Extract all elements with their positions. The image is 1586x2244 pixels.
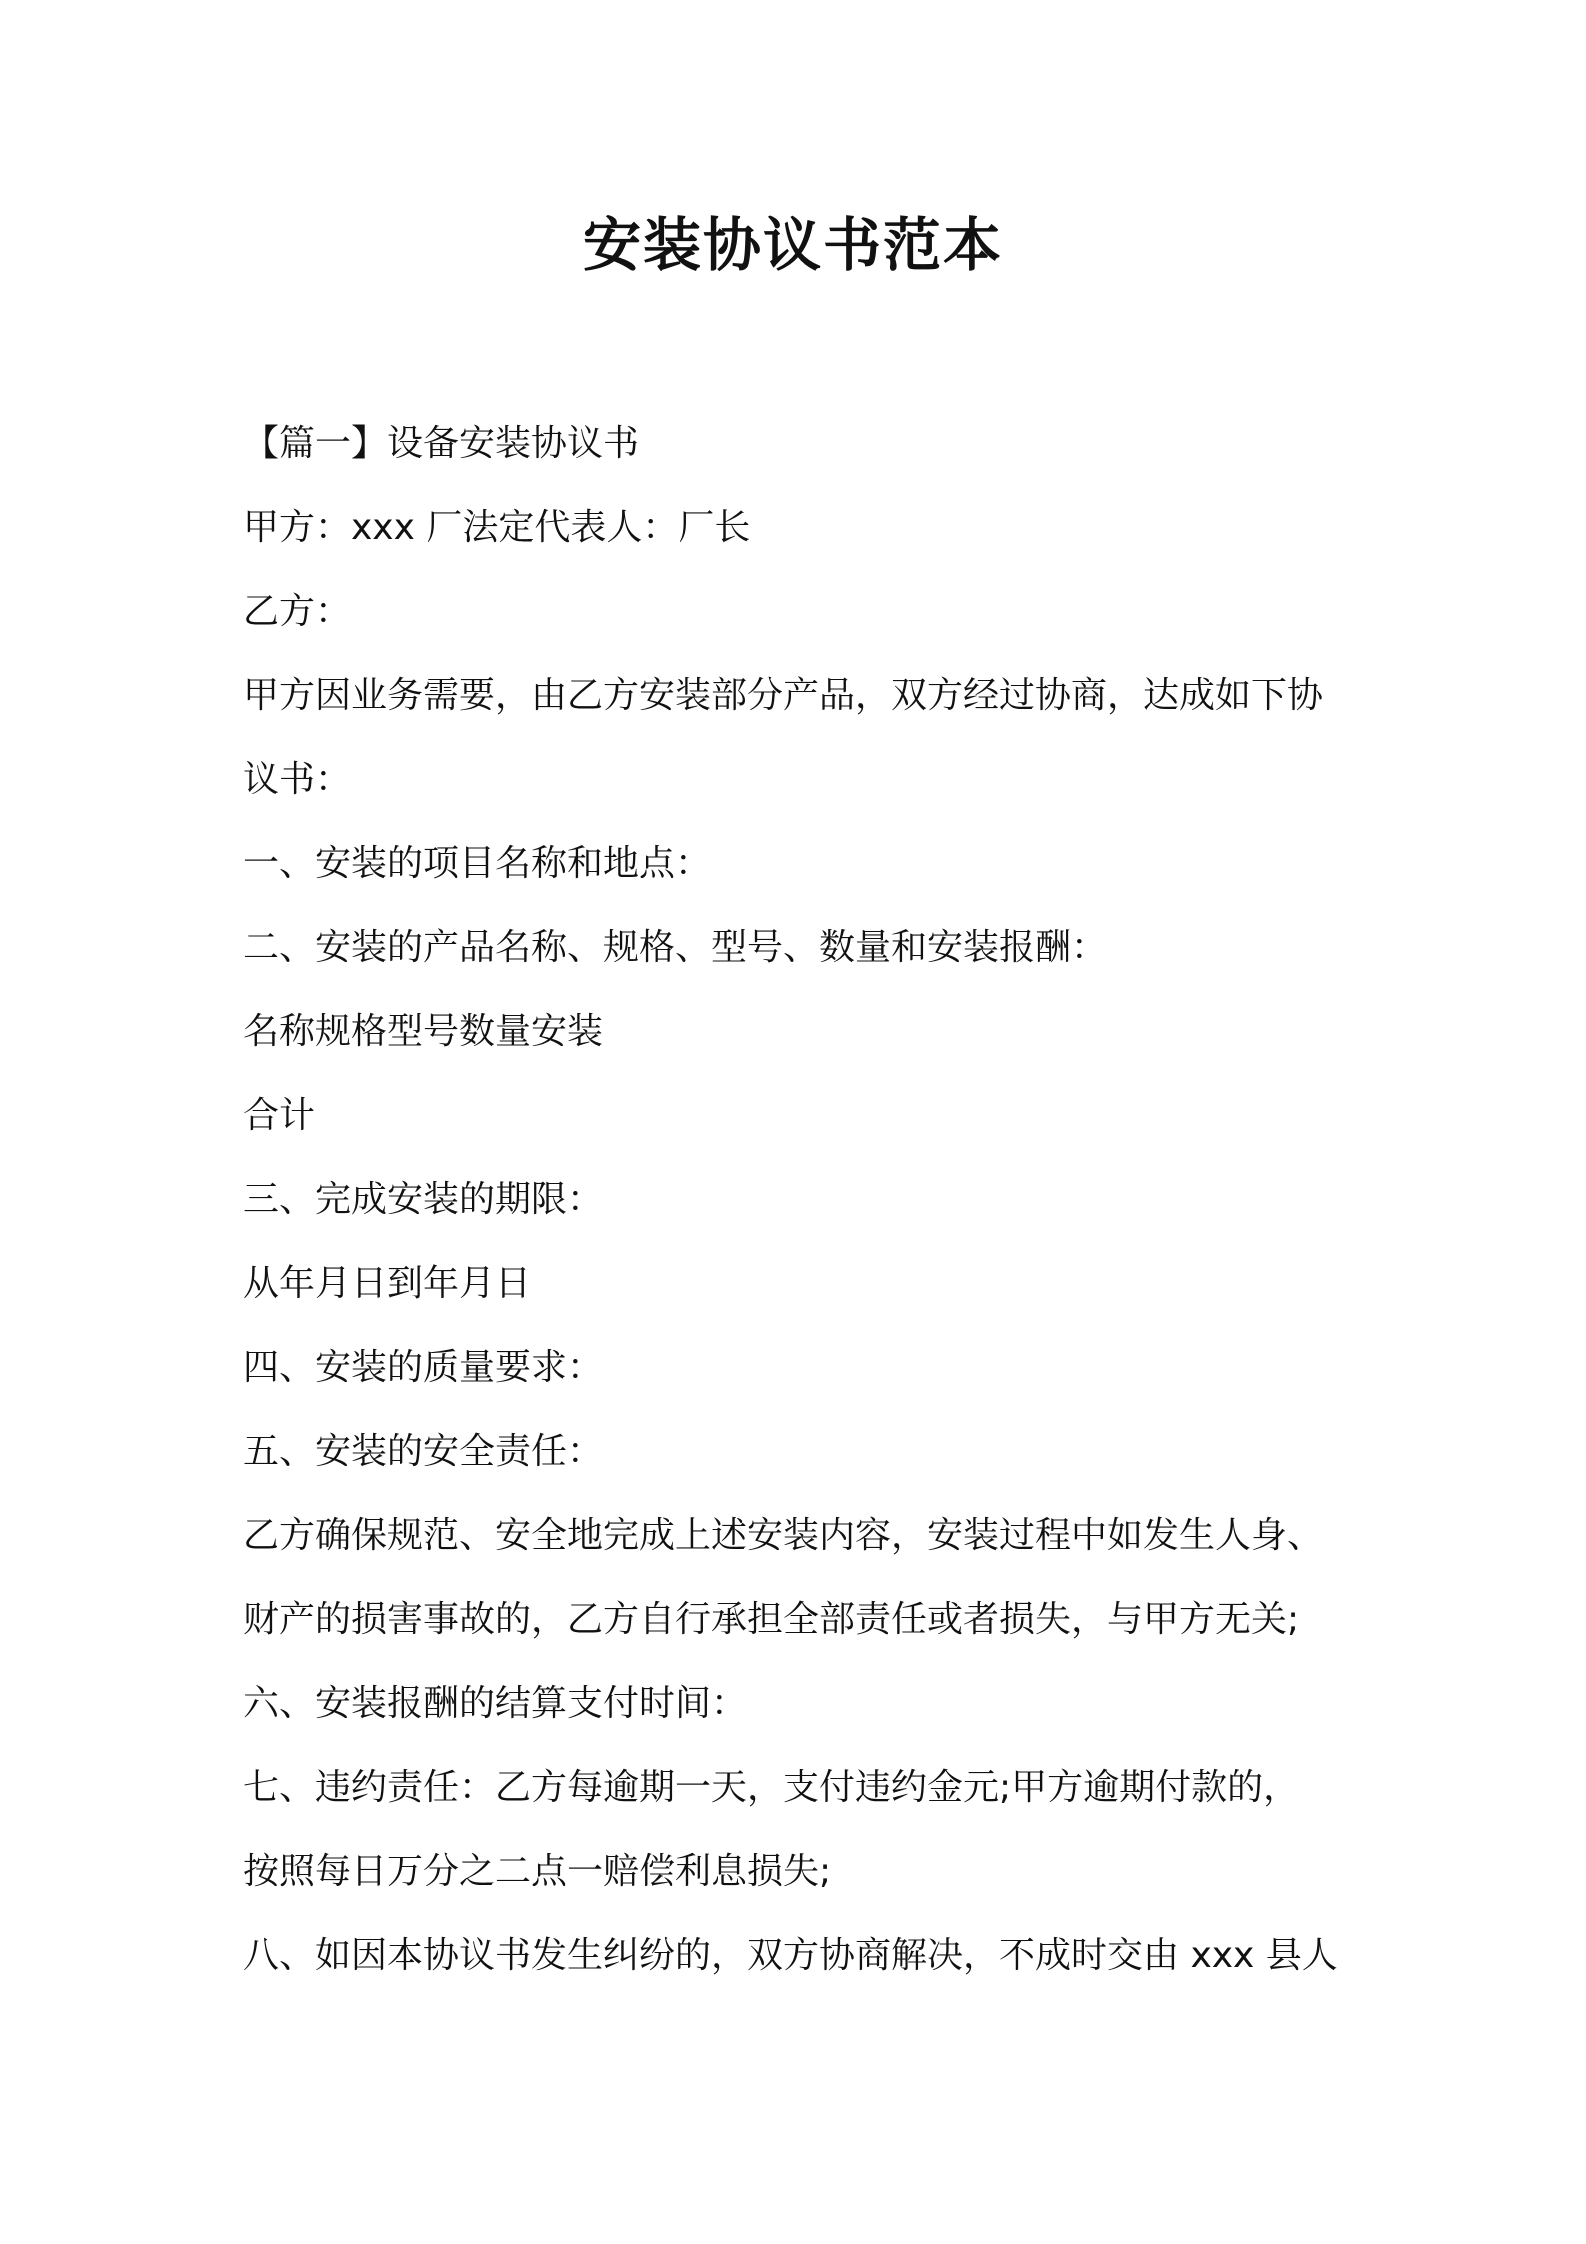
total-line: 合计 — [243, 1095, 316, 1136]
section-heading: 【篇一】设备安装协议书 — [243, 423, 640, 464]
period-line: 从年月日到年月日 — [243, 1263, 532, 1304]
clause-2: 二、安装的产品名称、规格、型号、数量和安装报酬： — [243, 927, 1108, 968]
preamble-line-1: 甲方因业务需要，由乙方安装部分产品，双方经过协商，达成如下协 — [243, 675, 1324, 716]
safety-line-1: 乙方确保规范、安全地完成上述安装内容，安装过程中如发生人身、 — [243, 1515, 1324, 1556]
clause-6: 六、安装报酬的结算支付时间： — [243, 1683, 748, 1724]
clause-5: 五、安装的安全责任： — [243, 1431, 604, 1472]
clause-7-line-2: 按照每日万分之二点一赔偿利息损失; — [243, 1851, 832, 1892]
party-a-line: 甲方：xxx 厂法定代表人：厂长 — [243, 507, 751, 548]
clause-4: 四、安装的质量要求： — [243, 1347, 604, 1388]
document-body — [243, 402, 1368, 1998]
clause-1: 一、安装的项目名称和地点： — [243, 843, 712, 884]
document-title: 安装协议书范本 — [582, 211, 1003, 279]
safety-line-2: 财产的损害事故的，乙方自行承担全部责任或者损失，与甲方无关; — [243, 1599, 1300, 1640]
clause-7-line-1: 七、违约责任：乙方每逾期一天，支付违约金元;甲方逾期付款的， — [243, 1767, 1300, 1808]
party-b-line: 乙方： — [243, 591, 352, 632]
clause-8-line-1: 八、如因本协议书发生纠纷的，双方协商解决，不成时交由 xxx 县人 — [243, 1935, 1338, 1976]
product-header-line: 名称规格型号数量安装 — [243, 1011, 604, 1052]
preamble-line-2: 议书： — [243, 759, 352, 800]
clause-3: 三、完成安装的期限： — [243, 1179, 604, 1220]
